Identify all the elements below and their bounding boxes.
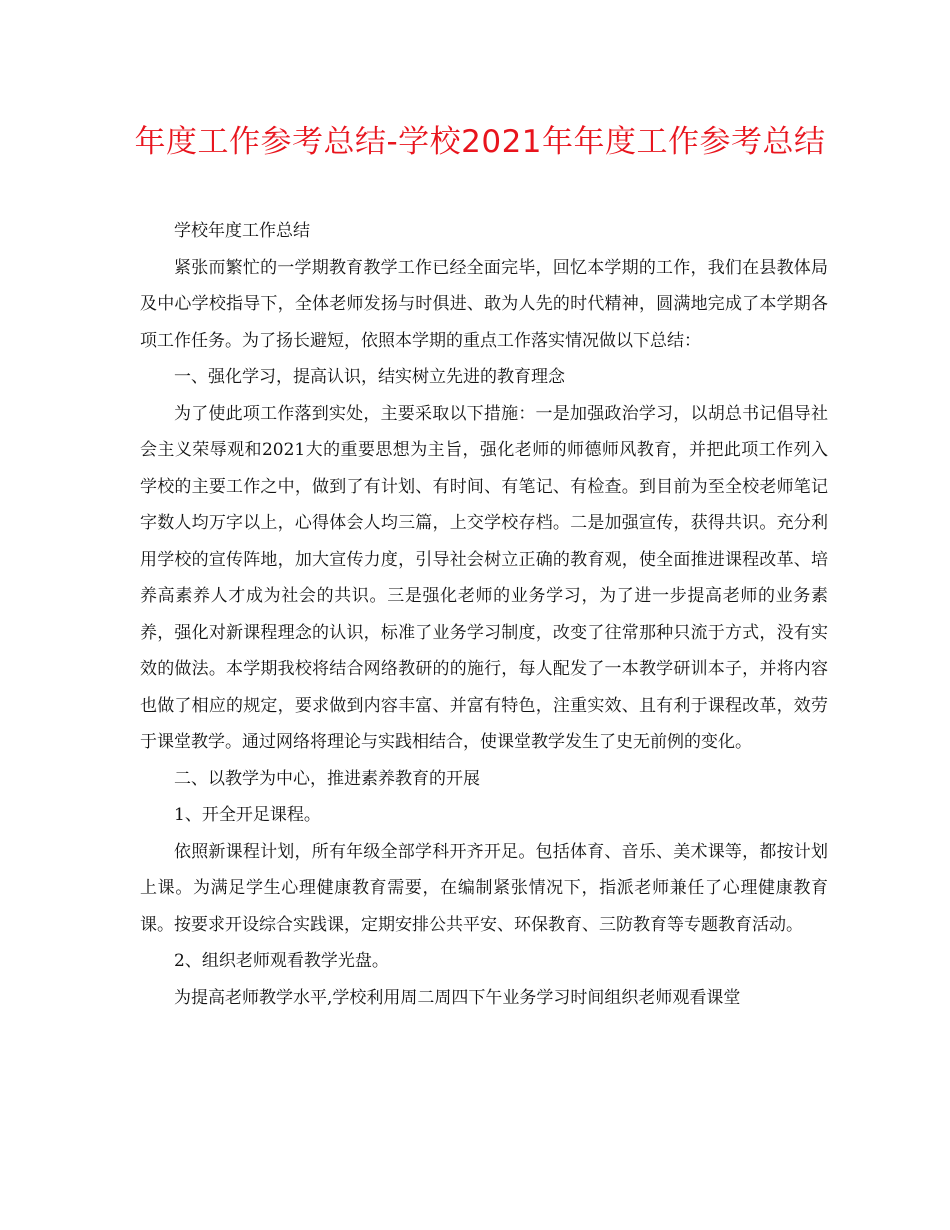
body-paragraph: 依照新课程计划，所有年级全部学科开齐开足。包括体育、音乐、美术课等，都按计划上课。为满足学生心理健康教育需要，在编制紧张情况下，指派老师兼任了心理健康教育课。按要求开设综合实践课，定期安排公共平安、环保教育、三防教育等专题教育活动。 bbox=[140, 841, 828, 935]
document-body bbox=[140, 213, 828, 1016]
body-paragraph: 为提高老师教学水平,学校利用周二周四下午业务学习时间组织老师观看课堂 bbox=[174, 987, 741, 1008]
section-heading-1: 一、强化学习，提高认识，结实树立先进的教育理念 bbox=[174, 367, 565, 387]
section-heading-2: 二、以教学为中心，推进素养教育的开展 bbox=[174, 768, 480, 789]
subsection-heading: 1、开全开足课程。 bbox=[174, 805, 321, 825]
intro-paragraph: 紧张而繁忙的一学期教育教学工作已经全面完毕，回忆本学期的工作，我们在县教体局及中心学校指导下，全体老师发扬与时俱进、敢为人先的时代精神，圆满地完成了本学期各项工作任务。为了扬长避短，依照本学期的重点工作落实情况做以下总结： bbox=[140, 257, 828, 351]
subsection-heading: 2、组织老师观看教学光盘。 bbox=[174, 951, 389, 971]
document-title: 年度工作参考总结-学校2021年年度工作参考总结 bbox=[134, 124, 826, 160]
body-paragraph: 为了使此项工作落到实处，主要采取以下措施：一是加强政治学习，以胡总书记倡导社会主义荣辱观和2021大的重要思想为主旨，强化老师的师德师风教育，并把此项工作列入学校的主要工作之中，做到了有计划、有时间、有笔记、有检查。到目前为至全校老师笔记字数人均万字以上，心得体会人均三篇，上交学校存档。二是加强宣传，获得共识。充分利用学校的宣传阵地，加大宣传力度，引导社会树立正确的教育观，使全面推进课程改革、培养高素养人才成为社会的共识。三是强化老师的业务学习，为了进一步提高老师的业务素养，强化对新课程理念的认识，标准了业务学习制度，改变了往常那种只流于方式，没有实效的做法。本学期我校将结合网络教研的的施行，每人配发了一本教学研训本子，并将内容也做了相应的规定，要求做到内容丰富、并富有特色，注重实效、且有利于课程改革，效劳于课堂教学。通过网络将理论与实践相结合，使课堂教学发生了史无前例的变化。 bbox=[140, 403, 828, 752]
subtitle-paragraph: 学校年度工作总结 bbox=[174, 221, 310, 241]
